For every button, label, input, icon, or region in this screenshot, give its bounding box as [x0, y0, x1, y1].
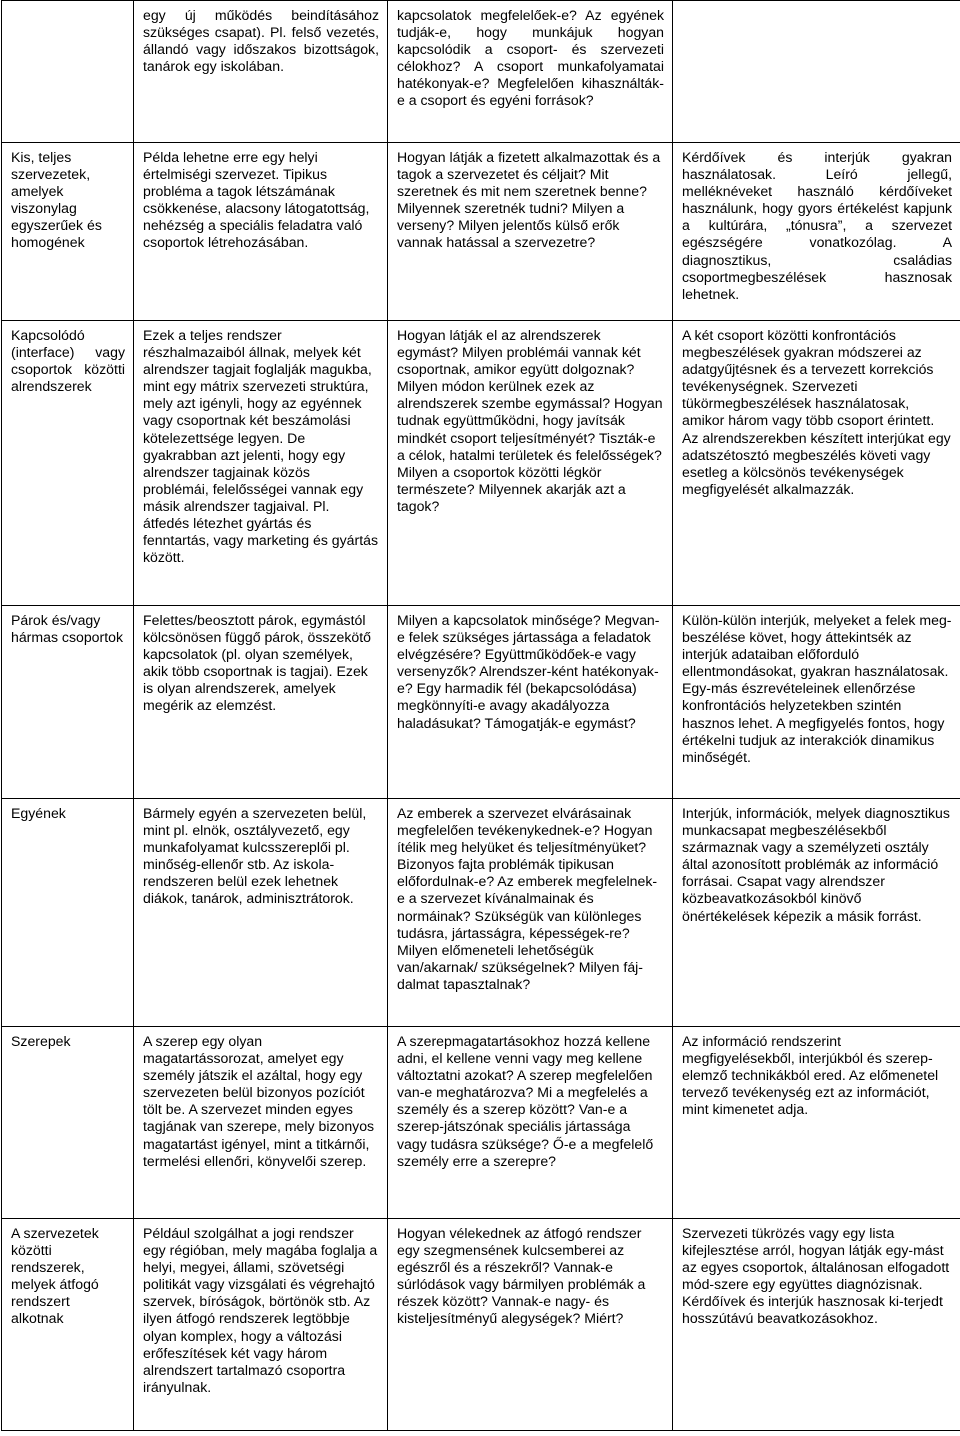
- example-cell: Felettes/beosztott párok, egymástól kölcsönösen függő párok, összekötő kapcsolatok (pl. olyan személyek, akik több csoportnak is tagjai). Ezek is olyan alrendszerek, amelyek megérik az elemzést.: [134, 606, 388, 799]
- table-row: [2, 1, 960, 143]
- level-cell: [2, 1, 134, 143]
- methods-cell: Szervezeti tükrözés vagy egy lista kifejlesztése arról, hogyan látják egy-mást az egyes csoportok, általánosan elfogadott mód-szere egy együttes diagnózisnak. Kérdőívek és interjúk hasznosak ki-terjedt hosszútávú beavatkozásokhoz.: [673, 1219, 960, 1431]
- questions-cell: A szerepmagatartásokhoz hozzá kellene adni, el kellene venni vagy meg kellene változtatni azokat? A szerep megfelelően van-e meghatározva? Mi a megfelelés a személy és a szerep között? Van-e a szerep-játszónak speciális jártassága vagy tudásra szüksége? Ő-e a megfelelő személy erre a szerepre?: [388, 1027, 673, 1219]
- table-row: [2, 321, 960, 606]
- table-row: [2, 606, 960, 799]
- example-cell: egy új működés beindításához szükséges csapat). Pl. felső vezetés, állandó vagy időszakos bizottságok, tanárok egy iskolában.: [134, 1, 388, 143]
- methods-cell: Interjúk, információk, melyek diagnosztikus munkacsapat megbeszélésekből származnak vagy a személyzeti osztály által azonosított problémák az információ forrásai. Csapat vagy alrendszer közbeavatkozásokból kinövő önértékelések képezik a másik forrást.: [673, 799, 960, 1027]
- questions-cell: Hogyan látják el az alrendszerek egymást? Milyen problémái vannak két csoportnak, amikor együtt dolgoznak? Milyen módon kerülnek ezek az alrendszerek szembe egymással? Hogyan tudnak együttműködni, hogy javítsák mindkét csoport teljesítményét? Tiszták-e a célok, hatalmi területek és felelősségek? Milyen a csoportok közötti légkör természete? Milyennek akarják azt a tagok?: [388, 321, 673, 606]
- example-cell: A szerep egy olyan magatartássorozat, amelyet egy személy játszik el azáltal, hogy egy szervezeten belül bizonyos pozíciót tölt be. A szervezet minden egyes tagjának van szerepe, mely bizonyos magatartást igényel, mint a titkárnői, termelési ellenőri, könyvelői szerep.: [134, 1027, 388, 1219]
- methods-cell: A két csoport közötti konfrontációs megbeszélések gyakran módszerei az adatgyűjtésnek és a tervezett korrekciós tevékenységnek. Szervezeti tükörmegbeszélések használatosak, amikor három vagy több csoport érintett. Az alrendszerekben készített interjúkat egy adatszétosztó megbeszélés követi vagy esetleg a kölcsönös tevékenységek megfigyelését alkalmazzák.: [673, 321, 960, 606]
- methods-cell: Külön-külön interjúk, melyeket a felek meg-beszélése követ, hogy áttekintsék az interjúk adataiban előforduló ellentmondásokat, gyakran használatosak. Egy-más észrevételeinek ellenőrzése konfrontációs helyzetekben szintén hasznos lehet. A megfigyelés fontos, hogy értékelni tudjuk az interakciók dinamikus minőségét.: [673, 606, 960, 799]
- methods-cell: [673, 1, 960, 143]
- questions-cell: Hogyan vélekednek az átfogó rendszer egy szegmensének kulcsemberei az egészről és a részekről? Vannak-e súrlódások vagy bármilyen problémák a részek között? Vannak-e nagy- és kisteljesítményű alegységek? Miért?: [388, 1219, 673, 1431]
- questions-cell: Hogyan látják a fizetett alkalmazottak és a tagok a szervezetet és céljait? Mit szeretnek és mit nem szeretnek benne? Milyennek szeretnék tudni? Milyen a verseny? Milyen jelentős külső erők vannak hatással a szervezetre?: [388, 143, 673, 321]
- questions-cell: Milyen a kapcsolatok minősége? Megvan-e felek szükséges jártassága a feladatok elvégzésére? Együttműködőek-e vagy versenyzők? Alrendszer-ként hatékonyak-e? Egy harmadik fél (bekapcsolódása) megkönnyíti-e avagy akadályozza haladásukat? Támogatják-e egymást?: [388, 606, 673, 799]
- questions-cell: kapcsolatok megfelelőek-e? Az egyének tudják-e, hogy munkájuk hogyan kapcsolódik a csoport- és szervezeti célokhoz? A csoport munkafolyamatai hatékonyak-e? Megfelelően kihasználták-e a csoport és egyéni források?: [388, 1, 673, 143]
- level-cell: Szerepek: [2, 1027, 134, 1219]
- methods-cell: Az információ rendszerint megfigyelésekből, interjúkból és szerep-elemző technikákból ered. Az előmenetel tervező tevékenység ezt az információt, mint kimenetet adja.: [673, 1027, 960, 1219]
- example-cell: Ezek a teljes rendszer részhalmazaiból állnak, melyek két alrendszer tagjait foglalják magukba, mint egy mátrix szervezeti struktúra, mely azt igényli, hogy az egyénnek vagy csoportnak két beszámolási kötelezettsége legyen. De gyakrabban azt jelenti, hogy egy alrendszer tagjainak közös problémái, felelősségei vannak egy másik alrendszer tagjaival. Pl. átfedés létezhet gyártás és fenntartás, vagy marketing és gyártás között.: [134, 321, 388, 606]
- table-row: [2, 1027, 960, 1219]
- questions-cell: Az emberek a szervezet elvárásainak megfelelően tevékenykednek-e? Hogyan ítélik meg helyüket és teljesítményüket? Bizonyos fajta problémák tipikusan előfordulnak-e? Az emberek megfelelnek-e a szervezet kívánalmainak és normáinak? Szükségük van különleges tudásra, jártasságra, képességek-re? Milyen előmeneteli lehetőségük van/akarnak/ szükségelnek? Milyen fáj-dalmat tapasztalnak?: [388, 799, 673, 1027]
- diagnosis-table: [1, 0, 960, 1431]
- level-cell: Kis, teljes szervezetek, amelyek viszonylag egyszerűek és homogének: [2, 143, 134, 321]
- example-cell: Példa lehetne erre egy helyi értelmiségi szervezet. Tipikus probléma a tagok létszámának csökkenése, alacsony látogatottság, nehézség a speciális feladatra való csoportok létrehozásában.: [134, 143, 388, 321]
- methods-cell: Kérdőívek és interjúk gyakran használatosak. Leíró jellegű, melléknéveket használó kérdőíveket használunk, hogy gyors értékelést kapjunk a kultúrára, „tónusra”, a szervezet egészségére vonatkozólag. A diagnosztikus, családias csoportmegbeszélések hasznosak lehetnek.: [673, 143, 960, 321]
- level-cell: Kapcsolódó (interface) vagy csoportok közötti alrendszerek: [2, 321, 134, 606]
- example-cell: Például szolgálhat a jogi rendszer egy régióban, mely magába foglalja a helyi, megyei, állami, szövetségi politikát vagy vizsgálati és végrehajtó szervek, bíróságok, börtönök stb. Az ilyen átfogó rendszerek legtöbbje olyan komplex, hogy a változási erőfeszítések két vagy három alrendszert tartalmazó csoportra irányulnak.: [134, 1219, 388, 1431]
- level-cell: A szervezetek közötti rendszerek, melyek átfogó rendszert alkotnak: [2, 1219, 134, 1431]
- table-row: [2, 1219, 960, 1431]
- example-cell: Bármely egyén a szervezeten belül, mint pl. elnök, osztályvezető, egy munkafolyamat kulcsszereplői pl. minőség-ellenőr stb. Az iskola-rendszeren belül ezek lehetnek diákok, tanárok, adminisztrátorok.: [134, 799, 388, 1027]
- level-cell: Párok és/vagy hármas csoportok: [2, 606, 134, 799]
- level-cell: Egyének: [2, 799, 134, 1027]
- table-row: [2, 143, 960, 321]
- table-row: [2, 799, 960, 1027]
